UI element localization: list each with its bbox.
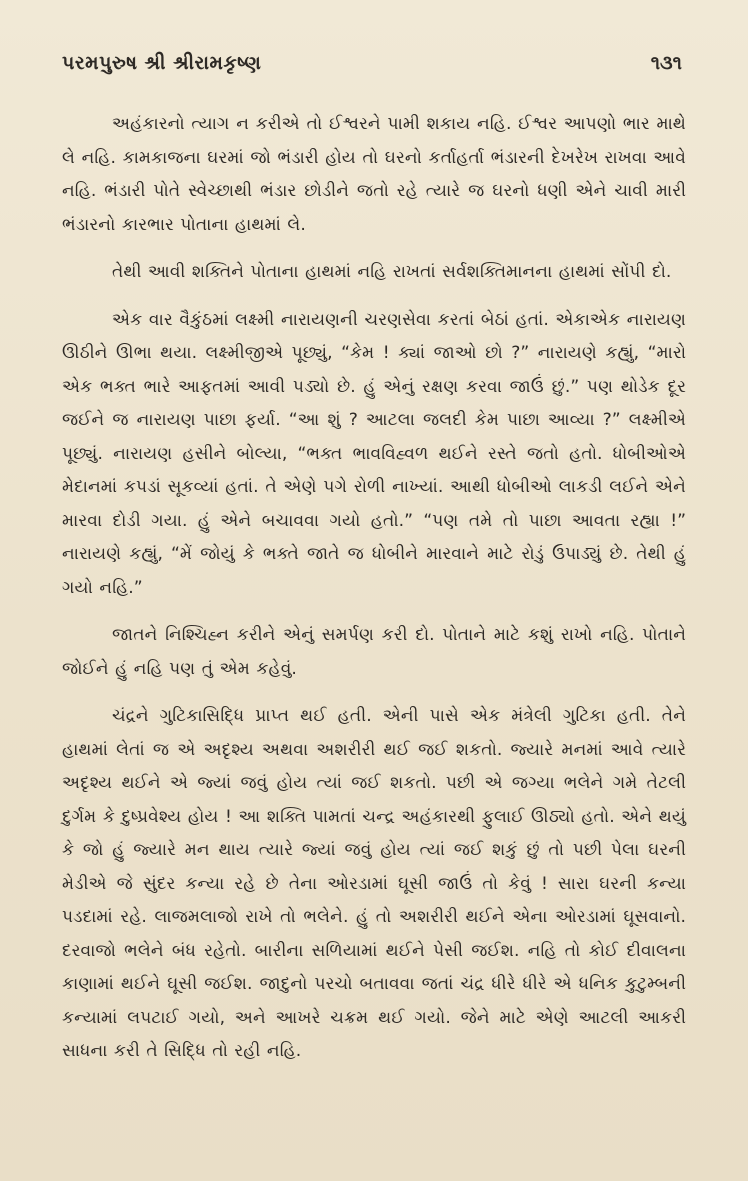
body-text xyxy=(62,108,686,1069)
paragraph: તેથી આવી શક્તિને પોતાના હાથમાં નહિ રાખતાં સર્વશક્તિમાનના હાથમાં સોંપી દો. xyxy=(112,262,672,282)
paragraph: એક વાર વૈકુંઠમાં લક્ષ્મી નારાયણની ચરણસેવા કરતાં બેઠાં હતાં. એકાએક નારાયણ ઊઠીને ઊભા થયા. લક્ષ્મીજીએ પૂછ્યું, “કેમ ! ક્યાં જાઓ છો ?” નારાયણે કહ્યું, “મારો એક ભક્ત ભારે આફતમાં આવી પડ્યો છે. હું એનું રક્ષણ કરવા જાઉં છું.” પણ થોડેક દૂર જઈને જ નારાયણ પાછા ફર્યા. “આ શું ? આટલા જલદી કેમ પાછા આવ્યા ?” લક્ષ્મીએ પૂછ્યું. નારાયણ હસીને બોલ્યા, “ભક્ત ભાવવિહ્વળ થઈને રસ્તે જતો હતો. ધોબીઓએ મેદાનમાં કપડાં સૂકવ્યાં હતાં. તે એણે પગે રોળી નાખ્યાં. આથી ધોબીઓ લાકડી લઈને એને મારવા દોડી ગયા. હું એને બચાવવા ગયો હતો.” “પણ તમે તો પાછા આવતા રહ્યા !” નારાયણે કહ્યું, “મેં જોયું કે ભક્તે જાતે જ ધોબીને મારવાને માટે રોડું ઉપાડ્યું છે. તેથી હું ગયો નહિ.” xyxy=(62,309,686,598)
paragraph: ચંદ્રને ગુટિકાસિદ્ધિ પ્રાપ્ત થઈ હતી. એની પાસે એક મંત્રેલી ગુટિકા હતી. તેને હાથમાં લેતાં જ એ અદૃશ્ય અથવા અશરીરી થઈ જઈ શકતો. જ્યારે મનમાં આવે ત્યારે અદૃશ્ય થઈને એ જ્યાં જવું હોય ત્યાં જઈ શકતો. પછી એ જગ્યા ભલેને ગમે તેટલી દુર્ગમ કે દુષ્પ્રવેશ્ય હોય ! આ શક્તિ પામતાં ચન્દ્ર અહંકારથી ફુલાઈ ઊઠ્યો હતો. એને થયું કે જો હું જ્યારે મન થાય ત્યારે જ્યાં જવું હોય ત્યાં જઈ શકું છું તો પછી પેલા ઘરની મેડીએ જે સુંદર કન્યા રહે છે તેના ઓરડામાં ઘૂસી જાઉં તો કેવું ! સારા ઘરની કન્યા પડદામાં રહે. લાજમલાજો રાખે તો ભલેને. હું તો અશરીરી થઈને એના ઓરડામાં ઘૂસવાનો. દરવાજો ભલેને બંધ રહેતો. બારીના સળિયામાં થઈને પેસી જઈશ. નહિ તો કોઈ દીવાલના કાણામાં થઈને ઘૂસી જઈશ. જાદુનો પરચો બતાવવા જતાં ચંદ્ર ધીરે ધીરે એ ધનિક કુટુમ્બની કન્યામાં લપટાઈ ગયો, અને આખરે ચક્રમ થઈ ગયો. જેને માટે એણે આટલી આકરી સાધના કરી તે સિદ્ધિ તો રહી નહિ. xyxy=(62,706,686,1061)
paragraph: જાતને નિશ્ચિહ્ન કરીને એનું સમર્પણ કરી દો. પોતાને માટે કશું રાખો નહિ. પોતાને જોઈને હું નહિ પણ તું એમ કહેવું. xyxy=(62,625,686,679)
paragraph: અહંકારનો ત્યાગ ન કરીએ તો ઈશ્વરને પામી શકાય નહિ. ઈશ્વર આપણો ભાર માથે લે નહિ. કામકાજના ઘરમાં જો ભંડારી હોય તો ઘરનો કર્તાહર્તા ભંડારની દેખરેખ રાખવા આવે નહિ. ભંડારી પોતે સ્વેચ્છાથી ભંડાર છોડીને જતો રહે ત્યારે જ ઘરનો ધણી એને ચાવી મારી ભંડારનો કારભાર પોતાના હાથમાં લે. xyxy=(62,114,686,235)
running-head-title: પરમપુરુષ શ્રી શ્રીરામકૃષ્ણ xyxy=(62,52,262,74)
running-header xyxy=(62,52,686,74)
page-number: ૧૩૧ xyxy=(650,52,682,74)
